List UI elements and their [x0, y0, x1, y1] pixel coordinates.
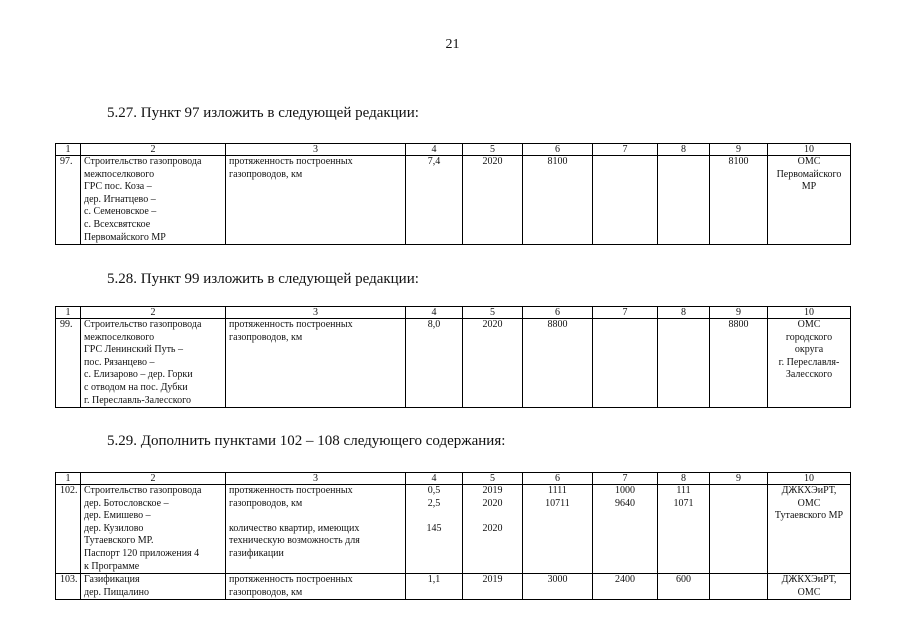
object-name-cell [81, 485, 226, 574]
column-header-3: 3 [226, 144, 406, 156]
column-header-8: 8 [658, 473, 710, 485]
column-header-8: 8 [658, 307, 710, 319]
cell-text: округа [794, 344, 824, 356]
cell-text: г. Переславль-Залесского [84, 394, 191, 406]
cell-text: межпоселкового [84, 331, 155, 343]
col-8-cell [658, 574, 710, 600]
cell-text: дер. Кузилово [84, 522, 144, 534]
col-4-cell [406, 574, 463, 600]
table-row [56, 319, 851, 408]
cell-text: дер. Пищалино [84, 586, 150, 598]
column-header-6: 6 [523, 473, 593, 485]
cell-text: городского [785, 331, 833, 343]
table-row [56, 156, 851, 245]
cell-text: 9640 [615, 497, 635, 509]
table-header-row [56, 307, 851, 319]
cell-text: межпоселкового [84, 168, 155, 180]
cell-text: 1,1 [427, 574, 441, 586]
cell-text: 99. [60, 319, 73, 330]
cell-text: ОМС [797, 156, 821, 167]
cell-text: 2019 [482, 485, 503, 496]
cell-text: 102. [60, 485, 78, 496]
cell-text: 145 [426, 522, 442, 534]
cell-text: пос. Рязанцево – [84, 356, 155, 368]
cell-text: МР [801, 181, 817, 193]
cell-text: 2,5 [427, 497, 441, 509]
cell-text: 1111 [548, 485, 567, 496]
column-header-10: 10 [768, 473, 851, 485]
cell-text: Первомайского МР [84, 231, 166, 243]
cell-text: количество квартир, имеющих [229, 522, 360, 534]
cell-text: 10711 [545, 497, 570, 509]
cell-text: протяженность построенных [229, 319, 353, 330]
column-header-1: 1 [56, 473, 81, 485]
responsible-cell [768, 574, 851, 600]
section-heading-5-29: 5.29. Дополнить пунктами 102 – 108 следующего содержания: [107, 433, 506, 449]
cell-text: 8100 [728, 156, 749, 167]
col-5-cell [463, 485, 523, 574]
cell-text: ДЖКХЭиРТ, [781, 485, 837, 496]
object-name-cell [81, 574, 226, 600]
indicator-cell [226, 319, 406, 408]
column-header-9: 9 [710, 307, 768, 319]
cell-text: Строительство газопровода [84, 319, 202, 330]
cell-text: 600 [676, 574, 691, 586]
object-name-cell [81, 319, 226, 408]
cell-text: Строительство газопровода [84, 485, 202, 496]
column-header-2: 2 [81, 144, 226, 156]
table-row [56, 485, 851, 574]
section-heading-5-27: 5.27. Пункт 97 изложить в следующей редакции: [107, 105, 419, 121]
cell-text: ОМС [797, 319, 821, 330]
object-name-cell [81, 156, 226, 245]
table-row [56, 574, 851, 600]
cell-text: газопроводов, км [229, 331, 303, 343]
cell-text: с. Всехсвятское [84, 218, 151, 230]
col-9-cell [710, 156, 768, 245]
cell-text: 0,5 [427, 485, 441, 496]
cell-text: Строительство газопровода [84, 156, 202, 167]
cell-text: дер. Ботословское – [84, 497, 169, 509]
cell-text: 7,4 [427, 156, 441, 167]
cell-text: дер. Игнатцево – [84, 193, 156, 205]
cell-text: 2020 [482, 319, 503, 330]
indicator-cell [226, 485, 406, 574]
cell-text: 8800 [728, 319, 749, 330]
cell-text: 1071 [673, 497, 694, 509]
cell-text: Первомайского [776, 168, 842, 180]
cell-text: 8,0 [427, 319, 441, 330]
cell-text: Тутаевского МР. [84, 535, 154, 547]
cell-text: техническую возможность для [229, 535, 360, 547]
column-header-10: 10 [768, 307, 851, 319]
col-5-cell [463, 574, 523, 600]
cell-text: газопроводов, км [229, 586, 303, 598]
col-5-cell [463, 156, 523, 245]
cell-text: г. Переславля- [778, 356, 840, 368]
col-8-cell [658, 156, 710, 245]
cell-text: с. Семеновское – [84, 206, 157, 218]
column-header-10: 10 [768, 144, 851, 156]
cell-text: к Программе [84, 560, 140, 572]
col-4-cell [406, 485, 463, 574]
responsible-cell [768, 319, 851, 408]
responsible-cell [768, 485, 851, 574]
column-header-7: 7 [593, 144, 658, 156]
column-header-2: 2 [81, 307, 226, 319]
col-5-cell [463, 319, 523, 408]
column-header-5: 5 [463, 473, 523, 485]
item-number-cell [56, 319, 81, 408]
column-header-5: 5 [463, 144, 523, 156]
cell-text: 2400 [615, 574, 635, 586]
item-number-cell [56, 156, 81, 245]
section-heading-5-28: 5.28. Пункт 99 изложить в следующей редакции: [107, 271, 419, 287]
cell-text: с отводом на пос. Дубки [84, 381, 188, 393]
column-header-7: 7 [593, 473, 658, 485]
indicator-cell [226, 574, 406, 600]
column-header-4: 4 [406, 473, 463, 485]
col-6-cell [523, 485, 593, 574]
cell-text: газификации [229, 547, 284, 559]
col-9-cell [710, 485, 768, 574]
cell-text: 1000 [615, 485, 635, 496]
col-9-cell [710, 574, 768, 600]
col-4-cell [406, 156, 463, 245]
page-number: 21 [445, 37, 460, 52]
cell-text: ДЖКХЭиРТ, [781, 574, 837, 586]
cell-text: Тутаевского МР [774, 510, 844, 522]
responsible-cell [768, 156, 851, 245]
indicator-cell [226, 156, 406, 245]
column-header-1: 1 [56, 144, 81, 156]
cell-text: 103. [60, 574, 78, 586]
cell-text: ОМС [797, 497, 821, 509]
col-7-cell [593, 319, 658, 408]
col-6-cell [523, 156, 593, 245]
item-number-cell [56, 574, 81, 600]
column-header-5: 5 [463, 307, 523, 319]
column-header-8: 8 [658, 144, 710, 156]
column-header-2: 2 [81, 473, 226, 485]
column-header-3: 3 [226, 307, 406, 319]
column-header-6: 6 [523, 307, 593, 319]
column-header-9: 9 [710, 144, 768, 156]
cell-text: 2020 [482, 497, 503, 509]
cell-text: газопроводов, км [229, 168, 303, 180]
column-header-6: 6 [523, 144, 593, 156]
cell-text: протяженность построенных [229, 574, 353, 586]
table-point-99 [55, 306, 851, 408]
cell-text: 8800 [547, 319, 568, 330]
cell-text: 3000 [547, 574, 568, 586]
table-header-row [56, 144, 851, 156]
cell-text: 2020 [482, 522, 503, 534]
table-point-97 [55, 143, 851, 245]
col-7-cell [593, 574, 658, 600]
cell-text: протяженность построенных [229, 485, 353, 496]
cell-text: 111 [676, 485, 691, 496]
col-8-cell [658, 319, 710, 408]
cell-text: Паспорт 120 приложения 4 [84, 547, 200, 559]
col-7-cell [593, 485, 658, 574]
col-8-cell [658, 485, 710, 574]
cell-text: 8100 [547, 156, 568, 167]
cell-text: ОМС [797, 586, 821, 598]
column-header-1: 1 [56, 307, 81, 319]
cell-text: ГРС пос. Коза – [84, 181, 152, 193]
column-header-3: 3 [226, 473, 406, 485]
column-header-4: 4 [406, 307, 463, 319]
cell-text: с. Елизарово – дер. Горки [84, 369, 193, 381]
item-number-cell [56, 485, 81, 574]
table-points-102-108 [55, 472, 851, 600]
table-header-row [56, 473, 851, 485]
cell-text: Газификация [84, 574, 140, 586]
col-6-cell [523, 574, 593, 600]
cell-text: Залесского [785, 369, 833, 381]
col-4-cell [406, 319, 463, 408]
col-9-cell [710, 319, 768, 408]
cell-text: 2019 [482, 574, 503, 586]
cell-text: дер. Емишево – [84, 510, 151, 522]
column-header-4: 4 [406, 144, 463, 156]
cell-text: 97. [60, 156, 73, 167]
cell-text: газопроводов, км [229, 497, 303, 509]
column-header-7: 7 [593, 307, 658, 319]
cell-text: 2020 [482, 156, 503, 167]
col-7-cell [593, 156, 658, 245]
cell-text: ГРС Ленинский Путь – [84, 344, 183, 356]
cell-text: протяженность построенных [229, 156, 353, 167]
col-6-cell [523, 319, 593, 408]
column-header-9: 9 [710, 473, 768, 485]
